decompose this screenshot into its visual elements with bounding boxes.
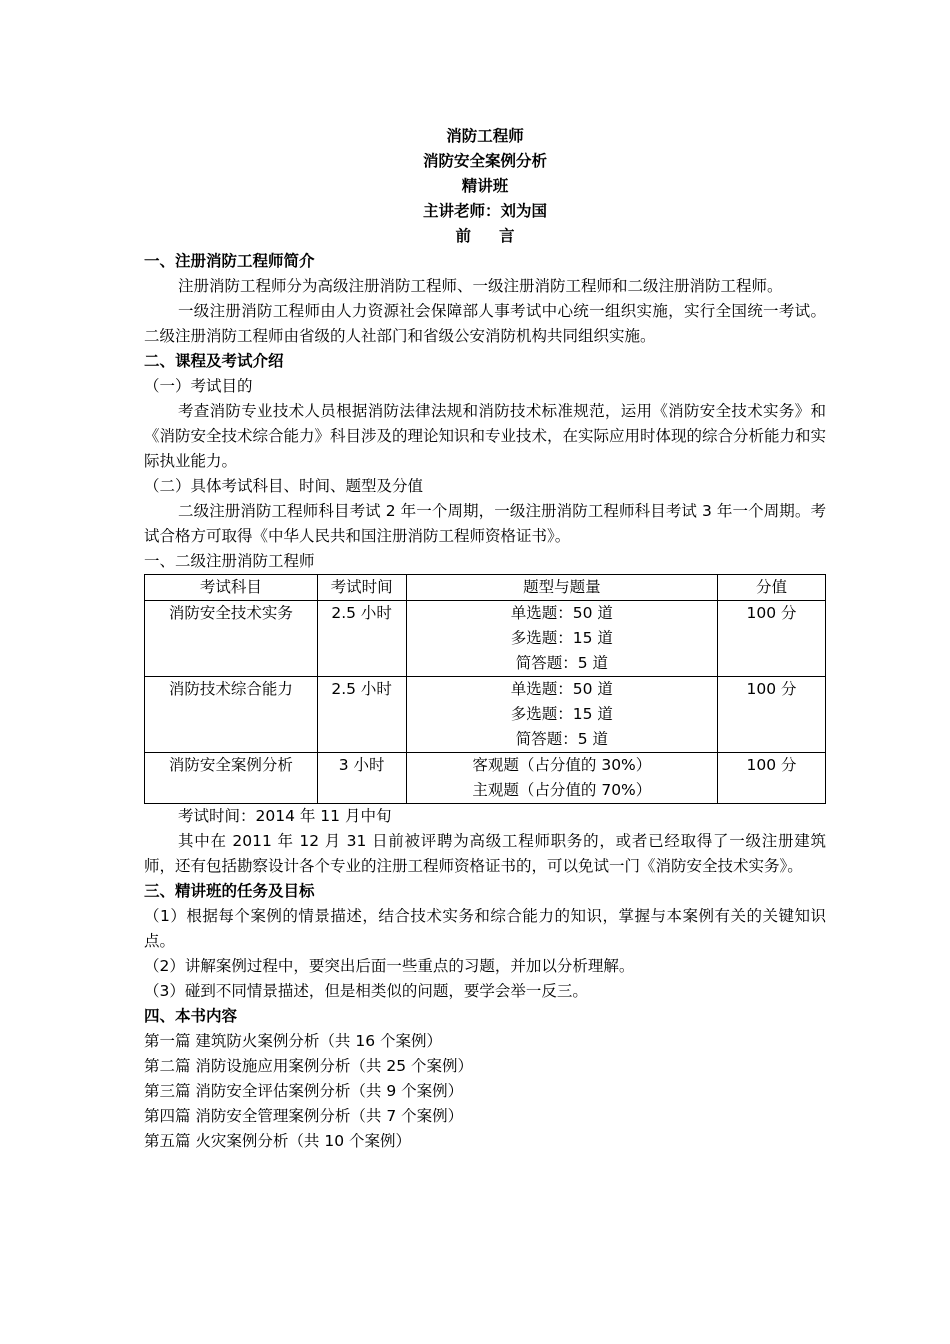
score-cell: 100 分 <box>718 677 826 753</box>
section1-heading: 一、注册消防工程师简介 <box>144 252 315 270</box>
table-caption: 一、二级注册消防工程师 <box>144 552 315 570</box>
book-part-item: 第一篇 建筑防火案例分析（共 16 个案例） <box>144 1032 443 1050</box>
question-type: 单选题：50 道 <box>510 680 613 698</box>
book-part-item: 第三篇 消防安全评估案例分析（共 9 个案例） <box>144 1082 464 1100</box>
preface-heading: 前言 <box>455 227 543 245</box>
time-cell: 3 小时 <box>317 753 406 804</box>
doc-subtitle: 消防安全案例分析 <box>422 152 547 170</box>
table-header-cell: 分值 <box>718 575 826 601</box>
section2-paragraph-1: 考查消防专业技术人员根据消防法律法规和消防技术标准规范，运用《消防安全技术实务》和《消防安全技术综合能力》科目涉及的理论知识和专业技术，在实际应用时体现的综合分析能力和实际执业能力。 <box>144 402 827 470</box>
score-cell: 100 分 <box>718 601 826 677</box>
exam-table <box>144 574 826 804</box>
goal-item: （2）讲解案例过程中，要突出后面一些重点的习题，并加以分析理解。 <box>144 957 635 975</box>
book-part-item: 第五篇 火灾案例分析（共 10 个案例） <box>144 1132 412 1150</box>
section3-heading: 三、精讲班的任务及目标 <box>144 882 315 900</box>
subject-cell: 消防安全案例分析 <box>145 753 318 804</box>
section2-paragraph-3: 其中在 2011 年 12 月 31 日前被评聘为高级工程师职务的，或者已经取得了一级注册建筑师，还有包括勘察设计各个专业的注册工程师资格证书的，可以免试一门《消防安全技术实务》。 <box>144 832 826 875</box>
question-types-cell <box>406 677 718 753</box>
section2-paragraph-2: 二级注册消防工程师科目考试 2 年一个周期，一级注册消防工程师科目考试 3 年一个周期。考试合格方可取得《中华人民共和国注册消防工程师资格证书》。 <box>144 502 826 545</box>
time-cell: 2.5 小时 <box>317 677 406 753</box>
table-row <box>145 601 826 677</box>
subject-cell: 消防安全技术实务 <box>145 601 318 677</box>
question-types-cell <box>406 753 718 804</box>
table-row <box>145 677 826 753</box>
table-header-row <box>145 575 826 601</box>
table-header-cell: 考试时间 <box>317 575 406 601</box>
section1-paragraph-2: 一级注册消防工程师由人力资源社会保障部人事考试中心统一组织实施，实行全国统一考试。二级注册消防工程师由省级的人社部门和省级公安消防机构共同组织实施。 <box>144 302 826 345</box>
question-type: 多选题：15 道 <box>510 705 613 723</box>
section2-heading: 二、课程及考试介绍 <box>144 352 284 370</box>
class-name: 精讲班 <box>461 177 509 195</box>
book-part-item: 第四篇 消防安全管理案例分析（共 7 个案例） <box>144 1107 464 1125</box>
question-type: 客观题（占分值的 30%） <box>472 756 652 774</box>
exam-time: 考试时间：2014 年 11 月中旬 <box>178 807 392 825</box>
book-part-item: 第二篇 消防设施应用案例分析（共 25 个案例） <box>144 1057 474 1075</box>
teacher-line: 主讲老师：刘为国 <box>422 202 547 220</box>
score-cell: 100 分 <box>718 753 826 804</box>
section2-subheading-1: （一）考试目的 <box>144 377 253 395</box>
question-type: 简答题：5 道 <box>515 654 608 672</box>
section4-heading: 四、本书内容 <box>144 1007 238 1025</box>
question-type: 简答题：5 道 <box>515 730 608 748</box>
question-type: 主观题（占分值的 70%） <box>472 781 652 799</box>
table-row <box>145 753 826 804</box>
goal-item: （1）根据每个案例的情景描述，结合技术实务和综合能力的知识，掌握与本案例有关的关键知识点。 <box>144 907 826 950</box>
section2-subheading-2: （二）具体考试科目、时间、题型及分值 <box>144 477 424 495</box>
document-page <box>144 124 826 1154</box>
question-type: 单选题：50 道 <box>510 604 613 622</box>
goal-item: （3）碰到不同情景描述，但是相类似的问题，要学会举一反三。 <box>144 982 588 1000</box>
table-header-cell: 题型与题量 <box>406 575 718 601</box>
section1-paragraph-1: 注册消防工程师分为高级注册消防工程师、一级注册消防工程师和二级注册消防工程师。 <box>178 277 783 295</box>
question-types-cell <box>406 601 718 677</box>
time-cell: 2.5 小时 <box>317 601 406 677</box>
table-header-cell: 考试科目 <box>145 575 318 601</box>
subject-cell: 消防技术综合能力 <box>145 677 318 753</box>
question-type: 多选题：15 道 <box>510 629 613 647</box>
doc-title: 消防工程师 <box>446 127 524 145</box>
